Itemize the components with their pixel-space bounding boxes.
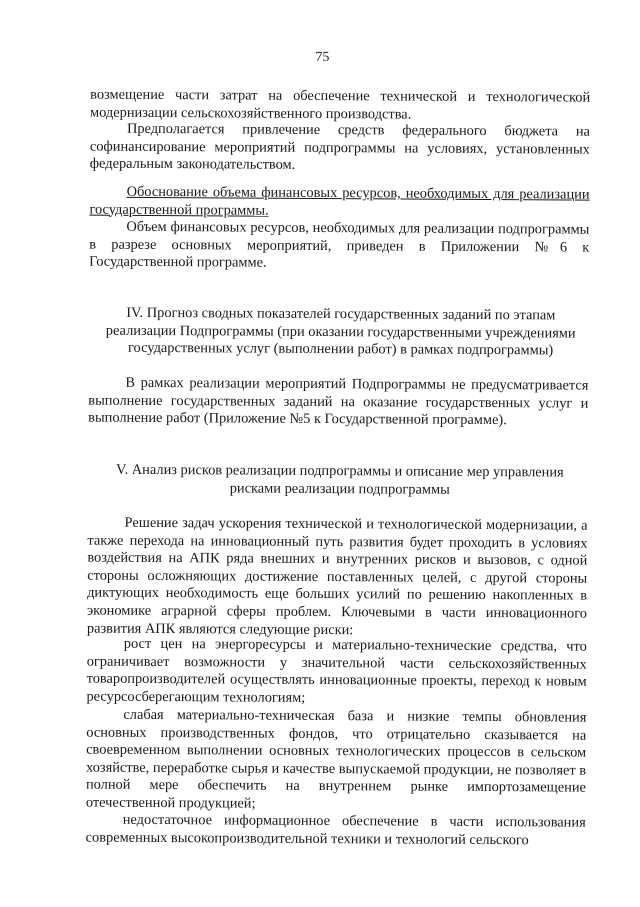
paragraph-state-tasks <box>88 375 588 431</box>
subheading-funding-justification <box>89 184 589 222</box>
subheading-text: Обоснование объема финансовых ресурсов, необходимых для реализации государственной программы. <box>89 183 590 219</box>
paragraph-text: Решение задач ускорения технической и технологической модернизации, а также перехода на инновационный путь развития будет проходить в условиях воздействия на АПК ряда внешних и внутренних рисков и вызовов, с одной стороны осложняющих достижение поставленных целей, с другой стороны диктующих необходимость еще больших усилий по решению накопленных в экономике аграрной сферы проблем. Ключевыми в части инновационного развития АПК являются следующие риски: <box>86 514 588 638</box>
paragraph-text: недостаточное информационное обеспечение в части использования современных высокопроизводительной техники и технологий сельского <box>85 811 586 848</box>
paragraph-text: Объем финансовых ресурсов, необходимых для реализации подпрограммы в разрезе основных мероприятий, приведен в Приложении №6 к Государственной программе. <box>89 218 590 271</box>
paragraph-funding-volume <box>89 219 589 275</box>
paragraph-text: возмещение части затрат на обеспечение технической и технологической модернизации сельскохозяйственного производства. <box>90 86 591 123</box>
paragraph-risk-equipment <box>86 707 587 816</box>
section-title: IV. Прогноз сводных показателей государственных заданий по этапам реализации Подпрограммы (при оказании государственными учреждениями государственных услуг (выполнении работ) в рамках подпрограммы) <box>105 304 576 359</box>
paragraph-risk-prices <box>86 636 586 709</box>
paragraph-text: слабая материально-техническая база и низкие темпы обновления основных производственных фондов, что отрицательно сказывается на своевременном выполнении основных технологических процессов в сельском хозяйстве, переработке сырья и качестве выпускаемой продукции, не позволяет в полной мере обеспечить на внутреннем рынке импортозамещение отечественной продукцией; <box>85 706 587 812</box>
paragraph-text: Предполагается привлечение средств федерального бюджета на софинансирование мероприятий подпрограммы на условиях, установленных федеральным законодательством. <box>89 120 591 174</box>
paragraph-risks-intro <box>87 515 588 641</box>
paragraph-funding <box>90 121 590 177</box>
page-number: 75 <box>315 49 330 66</box>
section-heading-v <box>100 462 580 500</box>
section-heading-iv <box>101 305 581 361</box>
paragraph-text: рост цен на энергоресурсы и материально-технические средства, что ограничивает возможности у значительной части сельскохозяйственных товаропроизводителей осуществлять инновационные проекты, переход к новым ресурсосберегающим технологиям; <box>86 635 587 706</box>
paragraph-continuation <box>90 87 590 125</box>
section-title: V. Анализ рисков реализации подпрограммы и описание мер управления рисками реализации подпрограммы <box>116 461 564 498</box>
paragraph-text: В рамках реализации мероприятий Подпрограммы не предусматривается выполнение государственных заданий на оказание государственных услуг и выполнение работ (Приложение №5 к Государственной программе). <box>88 374 589 429</box>
paragraph-risk-information <box>86 812 586 850</box>
